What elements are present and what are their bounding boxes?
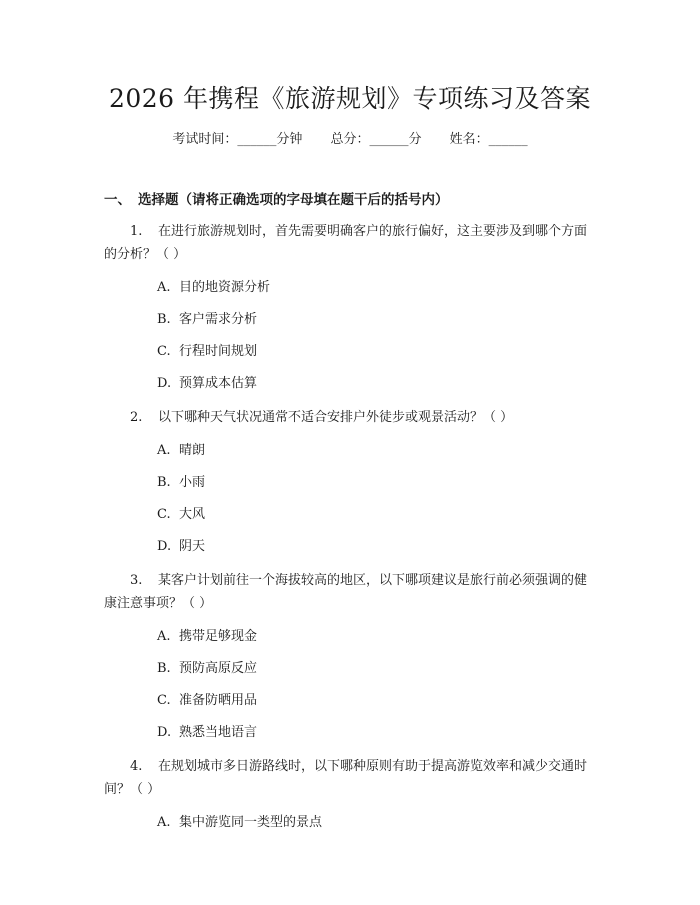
question-list — [0, 218, 700, 845]
question-number: 1. — [130, 224, 143, 239]
total-score: 总分：______分 — [330, 132, 422, 147]
option-text: 客户需求分析 — [179, 312, 258, 327]
student-name: 姓名：______ — [449, 132, 528, 147]
option-label: A. — [157, 815, 171, 830]
option-3d — [157, 723, 700, 743]
question-number: 2. — [130, 410, 143, 425]
option-label: A. — [157, 629, 171, 644]
question-4 — [104, 755, 592, 801]
question-2 — [104, 406, 592, 429]
option-text: 大风 — [179, 507, 206, 522]
option-label: D. — [157, 539, 172, 554]
option-3b — [157, 659, 700, 679]
option-1a — [157, 278, 700, 298]
option-1d — [157, 374, 700, 394]
option-label: C. — [157, 507, 171, 522]
question-text: 在规划城市多日游路线时，以下哪种原则有助于提高游览效率和减少交通时间？（ ） — [104, 759, 588, 797]
option-2b — [157, 473, 700, 493]
option-label: A. — [157, 443, 171, 458]
option-label: D. — [157, 376, 172, 391]
question-text: 某客户计划前往一个海拔较高的地区，以下哪项建议是旅行前必须强调的健康注意事项？（ ） — [104, 573, 588, 611]
section-title: 选择题（请将正确选项的字母填在题干后的括号内） — [138, 192, 449, 208]
option-label: C. — [157, 693, 171, 708]
question-number: 4. — [130, 759, 143, 774]
exam-meta — [0, 130, 700, 150]
option-2c — [157, 505, 700, 525]
option-2a — [157, 441, 700, 461]
option-text: 行程时间规划 — [179, 344, 258, 359]
option-text: 预算成本估算 — [179, 376, 258, 391]
option-label: B. — [157, 312, 171, 327]
exam-time: 考试时间：______分钟 — [172, 132, 303, 147]
option-text: 阴天 — [179, 539, 206, 554]
section-number: 一、 — [104, 192, 131, 208]
option-label: D. — [157, 725, 172, 740]
option-text: 携带足够现金 — [179, 629, 258, 644]
question-text: 在进行旅游规划时，首先需要明确客户的旅行偏好，这主要涉及到哪个方面的分析？（ ） — [104, 224, 588, 262]
option-2d — [157, 537, 700, 557]
option-1c — [157, 342, 700, 362]
question-number: 3. — [130, 573, 143, 588]
option-text: 熟悉当地语言 — [179, 725, 258, 740]
document-title: 2026 年携程《旅游规划》专项练习及答案 — [108, 84, 592, 113]
option-label: C. — [157, 344, 171, 359]
option-text: 小雨 — [179, 475, 206, 490]
option-1b — [157, 310, 700, 330]
option-text: 预防高原反应 — [179, 661, 258, 676]
option-3c — [157, 691, 700, 711]
section-heading — [104, 190, 449, 210]
question-1 — [104, 220, 592, 266]
option-label: B. — [157, 475, 171, 490]
option-text: 晴朗 — [179, 443, 206, 458]
option-4a — [157, 813, 700, 833]
question-3 — [104, 569, 592, 615]
option-text: 集中游览同一类型的景点 — [179, 815, 323, 830]
option-3a — [157, 627, 700, 647]
option-text: 目的地资源分析 — [179, 280, 271, 295]
option-label: A. — [157, 280, 171, 295]
option-text: 准备防晒用品 — [179, 693, 258, 708]
option-label: B. — [157, 661, 171, 676]
question-text: 以下哪种天气状况通常不适合安排户外徒步或观景活动？（ ） — [158, 410, 514, 425]
